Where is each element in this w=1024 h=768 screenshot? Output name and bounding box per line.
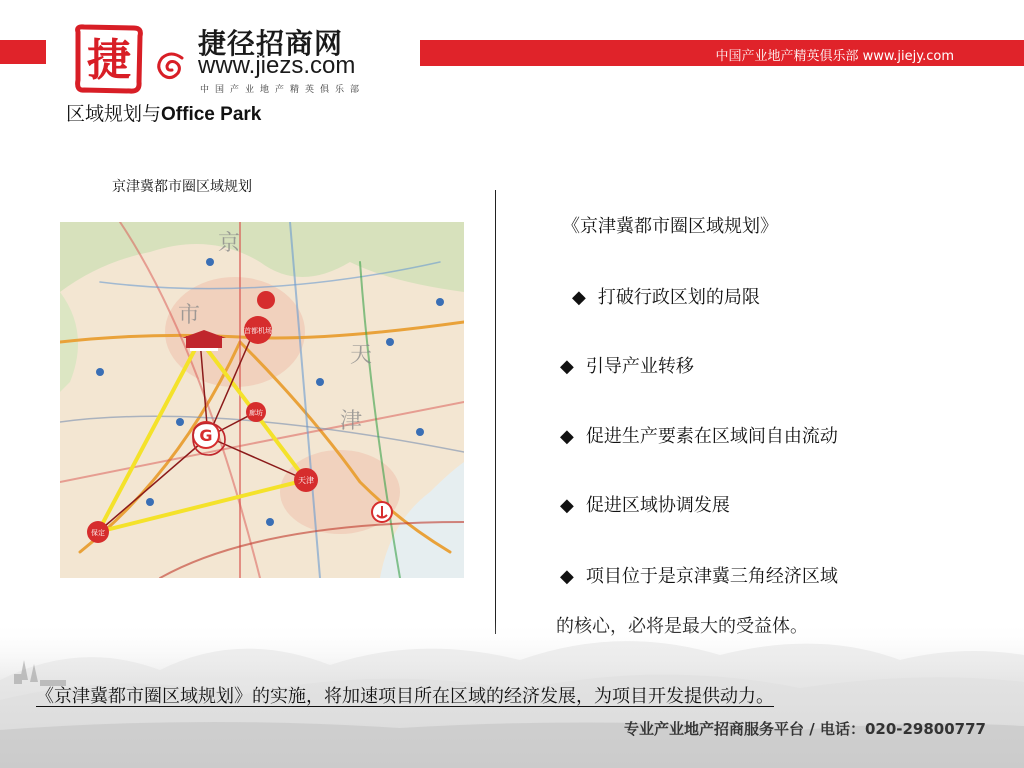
map-label-langfang: 廊坊 <box>249 409 263 417</box>
map-label-tian: 天 <box>350 343 373 368</box>
map-caption: 京津冀都市圈区域规划 <box>112 179 252 195</box>
map-label-baoding: 保定 <box>91 529 105 537</box>
header-banner-text: 中国产业地产精英俱乐部 www.jiejy.com <box>715 49 954 64</box>
bullet-text: 项目位于是京津冀三角经济区域 <box>585 566 838 587</box>
header-red-bar-left <box>0 40 46 64</box>
seal-char: 捷 <box>87 35 131 86</box>
map-label-tianjin: 天津 <box>298 476 314 485</box>
bullet-item <box>572 283 760 309</box>
conclusion-text: 《京津冀都市圈区域规划》的实施，将加速项目所在区域的经济发展，为项目开发提供动力。 <box>36 686 774 707</box>
map-label-mark: G <box>199 426 213 445</box>
map-label-shi: 市 <box>178 303 201 328</box>
map-label-beijing: 京 <box>218 231 241 256</box>
logo-tagline: 中国产业地产精英俱乐部 <box>200 85 366 95</box>
header-red-bar-right <box>420 40 1024 66</box>
bullet-diamond-icon: ◆ <box>560 356 574 377</box>
bullet-diamond-icon: ◆ <box>560 426 574 447</box>
column-divider <box>495 190 496 634</box>
bullet-item <box>560 491 730 517</box>
bullet-item <box>560 352 694 378</box>
region-map-graphic <box>60 222 464 578</box>
region-map <box>60 222 464 578</box>
bullet-text: 引导产业转移 <box>585 356 694 377</box>
bullet-diamond-icon: ◆ <box>572 287 586 308</box>
bullet-diamond-icon: ◆ <box>560 495 574 516</box>
seal-logo-icon <box>72 22 146 96</box>
bullet-text: 促进生产要素在区域间自由流动 <box>585 426 838 447</box>
page-title-en: Office Park <box>161 104 262 125</box>
bullet-item <box>560 562 838 588</box>
logo-url: www.jiezs.com <box>198 52 356 79</box>
site-logo[interactable] <box>68 18 398 100</box>
bullet-item <box>560 422 838 448</box>
page-title-cn: 区域规划与 <box>66 103 162 125</box>
map-label-jin: 津 <box>340 409 363 434</box>
bullet-text: 打破行政区划的局限 <box>597 287 760 308</box>
footer-contact: 专业产业地产招商服务平台 / 电话：020-29800777 <box>624 720 986 738</box>
logo-name: 捷径招商网 <box>198 27 344 60</box>
map-label-airport: 首都机场 <box>244 327 272 335</box>
plan-title: 《京津冀都市圈区域规划》 <box>562 216 778 237</box>
swirl-icon <box>152 48 190 86</box>
page-title <box>66 99 261 126</box>
bullet-diamond-icon: ◆ <box>560 566 574 587</box>
bullet-text: 促进区域协调发展 <box>585 495 730 516</box>
